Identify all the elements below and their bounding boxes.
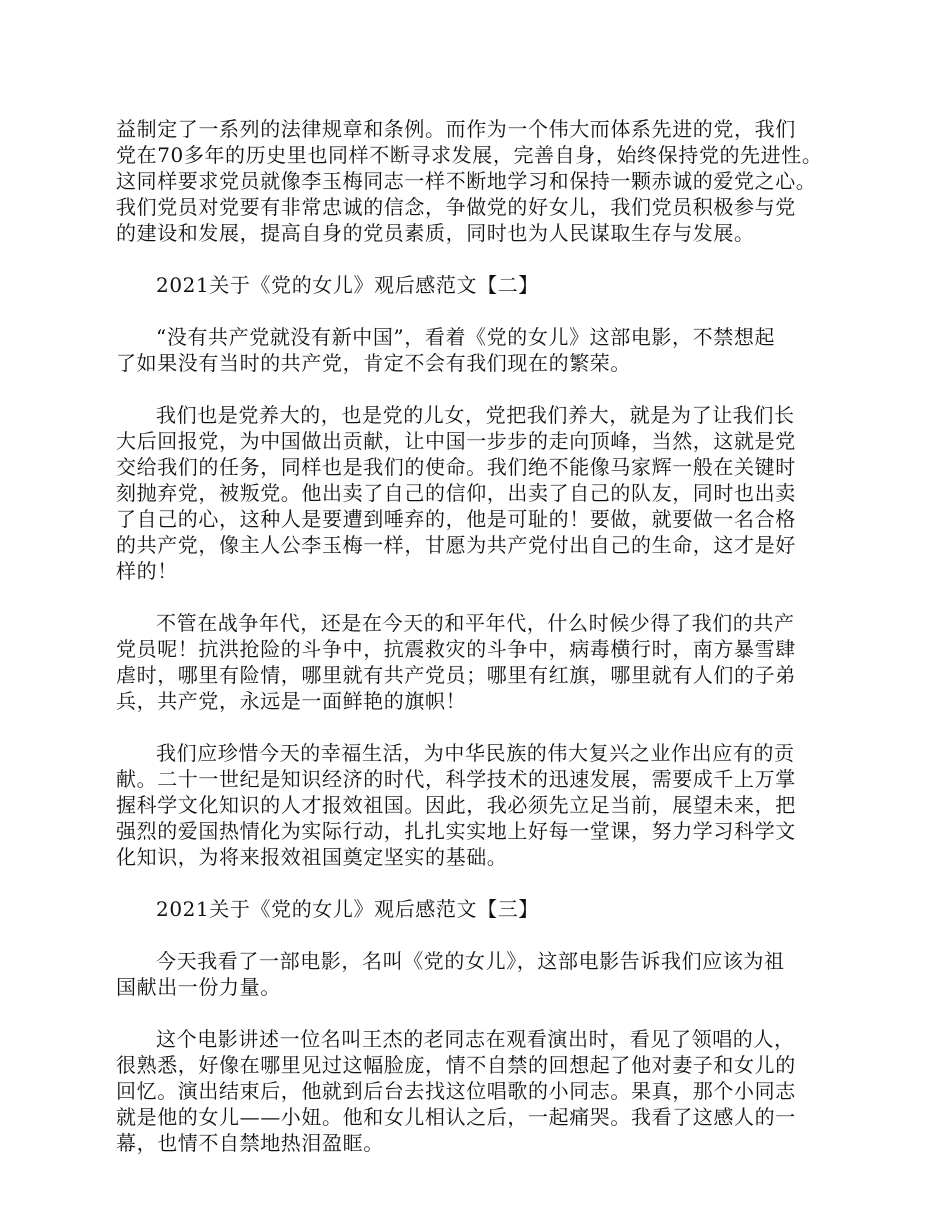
paragraph-3 [116, 402, 836, 584]
text-line: 党在70多年的历史里也同样不断寻求发展，完善自身，始终保持党的先进性。 [116, 143, 823, 167]
text-line: 大后回报党，为中国做出贡献，让中国一步步的走向顶峰，当然，这就是党 [116, 429, 796, 453]
document-page [116, 116, 836, 1156]
paragraph-1 [116, 116, 836, 246]
text-line: 虐时，哪里有险情，哪里就有共产党员；哪里有红旗，哪里就有人们的子弟 [116, 663, 796, 687]
paragraph-5 [116, 740, 836, 870]
text-line: 交给我们的任务，同样也是我们的使命。我们绝不能像马家辉一般在关键时 [116, 455, 796, 479]
text-line: 益制定了一系列的法律规章和条例。而作为一个伟大而体系先进的党，我们 [116, 117, 796, 141]
section-heading-2 [116, 272, 836, 298]
text-line: 刻抛弃党，被叛党。他出卖了自己的信仰，出卖了自己的队友，同时也出卖 [116, 481, 796, 505]
text-line: 不管在战争年代，还是在今天的和平年代，什么时候少得了我们的共产 [156, 611, 795, 635]
heading-text: 2021关于《党的女儿》观后感范文【三】 [156, 897, 539, 921]
text-line: 样的！ [116, 559, 178, 583]
text-line: 我们也是党养大的，也是党的儿女，党把我们养大，就是为了让我们长 [156, 403, 795, 427]
text-line: 兵，共产党，永远是一面鲜艳的旗帜！ [116, 689, 467, 713]
paragraph-4 [116, 610, 836, 714]
text-line: 这同样要求党员就像李玉梅同志一样不断地学习和保持一颗赤诚的爱党之心。 [116, 169, 817, 193]
heading-text: 2021关于《党的女儿》观后感范文【二】 [156, 273, 539, 297]
text-line: 很熟悉，好像在哪里见过这幅脸庞，情不自禁的回想起了他对妻子和女儿的 [116, 1053, 796, 1077]
text-line: 化知识，为将来报效祖国奠定坚实的基础。 [116, 845, 508, 869]
text-line: 幕，也情不自禁地热泪盈眶。 [116, 1131, 384, 1155]
text-line: 握科学文化知识的人才报效祖国。因此，我必须先立足当前，展望未来，把 [116, 793, 796, 817]
text-line: 了如果没有当时的共产党，肯定不会有我们现在的繁荣。 [116, 351, 631, 375]
text-line: 党员呢！抗洪抢险的斗争中，抗震救灾的斗争中，病毒横行时，南方暴雪肆 [116, 637, 796, 661]
text-line: 献。二十一世纪是知识经济的时代，科学技术的迅速发展，需要成千上万掌 [116, 767, 796, 791]
text-line: 我们党员对党要有非常忠诚的信念，争做党的好女儿，我们党员积极参与党 [116, 195, 796, 219]
text-line: 了自己的心，这种人是要遭到唾弃的，他是可耻的！要做，就要做一名合格 [116, 507, 796, 531]
paragraph-2 [116, 324, 836, 376]
text-line: 今天我看了一部电影，名叫《党的女儿》，这部电影告诉我们应该为祖 [156, 949, 785, 973]
text-line: 国献出一份力量。 [116, 975, 281, 999]
text-line: 这个电影讲述一位名叫王杰的老同志在观看演出时，看见了领唱的人， [156, 1027, 795, 1051]
section-heading-3 [116, 896, 836, 922]
text-line: 的建设和发展，提高自身的党员素质，同时也为人民谋取生存与发展。 [116, 221, 755, 245]
text-line: 的共产党，像主人公李玉梅一样，甘愿为共产党付出自己的生命，这才是好 [116, 533, 796, 557]
text-line: 回忆。演出结束后，他就到后台去找这位唱歌的小同志。果真，那个小同志 [116, 1079, 796, 1103]
text-line: 我们应珍惜今天的幸福生活，为中华民族的伟大复兴之业作出应有的贡 [156, 741, 795, 765]
text-line: 强烈的爱国热情化为实际行动，扎扎实实地上好每一堂课，努力学习科学文 [116, 819, 796, 843]
text-line: “没有共产党就没有新中国”，看着《党的女儿》这部电影，不禁想起 [156, 325, 776, 349]
text-line: 就是他的女儿——小妞。他和女儿相认之后，一起痛哭。我看了这感人的一 [116, 1105, 796, 1129]
paragraph-7 [116, 1026, 836, 1156]
paragraph-6 [116, 948, 836, 1000]
